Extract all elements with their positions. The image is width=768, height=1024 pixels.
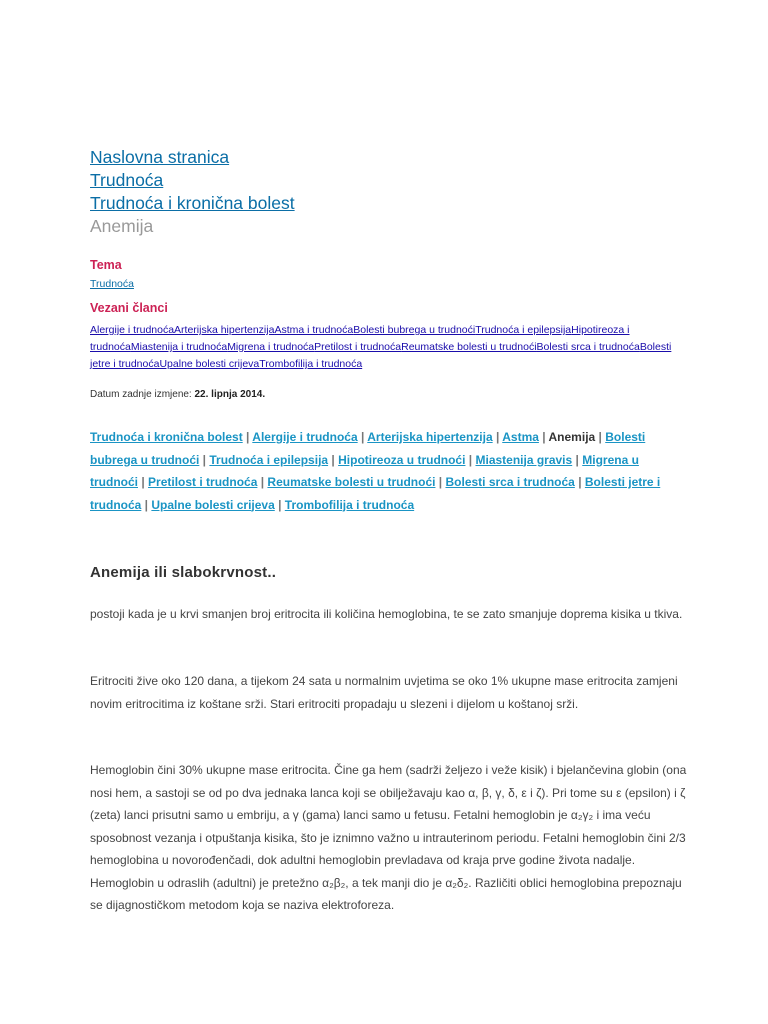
related-link[interactable]: Hipotireoza i trudnoća — [90, 324, 630, 353]
nav-separator: | — [357, 430, 368, 444]
nav-separator: | — [257, 475, 268, 489]
article-paragraph: postoji kada je u krvi smanjen broj eritrocita ili količina hemoglobina, te se zato smanjuje doprema kisika u tkiva. — [90, 607, 683, 621]
breadcrumb-link-chronic-disease[interactable]: Trudnoća i kronična bolest — [90, 193, 295, 213]
nav-link[interactable]: Upalne bolesti crijeva — [151, 497, 275, 512]
related-link[interactable]: Astma i trudnoća — [274, 324, 354, 336]
related-link[interactable]: Bolesti srca i trudnoća — [536, 341, 640, 353]
related-label: Vezani članci — [90, 301, 168, 315]
article-paragraph: Eritrociti žive oko 120 dana, a tijekom 24 sata u normalnim uvjetima se oko 1% ukupne mase eritrocita zamjeni novim eritrocitima iz koštane srži. Stari eritrociti propadaju u slezeni i dijelom u koštanoj srži. — [90, 674, 678, 711]
article-paragraph: Hemoglobin čini 30% ukupne mase eritrocita. Čine ga hem (sadrži željezo i veže kisik) i bjelančevina globin (ona nosi hem, a sastoji se od po dva jednaka lanca koji se obilježavaju kao α, β, γ, δ, ε i ζ). Pri tome su ε (epsilon) i ζ (zeta) lanci prisutni samo u embriju, a γ (gama) lanci samo u fetusu. Fetalni hemoglobin je α₂γ₂ i ima veću sposobnost vezanja i otpuštanja kisika, što je iznimno važno u intrauterinom periodu. Fetalni hemoglobin čini 2/3 hemoglobina u novorođenčadi, dok adultni hemoglobin prevladava od kraja prve godine života nadalje. Hemoglobin u odraslih (adultni) je pretežno α₂β₂, a tek manji dio je α₂δ₂. Različiti oblici hemoglobina prepoznaju se dijagnostičkom metodom koja se naziva elektroforeza. — [90, 763, 687, 912]
related-link[interactable]: Alergije i trudnoća — [90, 324, 175, 336]
nav-link[interactable]: Hipotireoza u trudnoći — [338, 452, 466, 467]
breadcrumb-link-home[interactable]: Naslovna stranica — [90, 147, 230, 167]
nav-link[interactable]: Bolesti jetre i trudnoća — [90, 475, 661, 512]
last-modified-date: 22. lipnja 2014. — [194, 389, 266, 400]
breadcrumb-current: Anemija — [90, 216, 154, 236]
nav-link[interactable]: Miastenija gravis — [475, 452, 573, 467]
nav-separator: | — [199, 452, 210, 467]
related-links — [90, 322, 690, 373]
nav-link[interactable]: Arterijska hipertenzija — [367, 430, 493, 444]
nav-link[interactable]: Trudnoća i kronična bolest — [90, 430, 243, 444]
nav-separator: | — [574, 475, 585, 489]
nav-link[interactable]: Trombofilija i trudnoća — [284, 497, 415, 512]
nav-separator: | — [538, 430, 549, 444]
nav-current: Anemija — [548, 430, 596, 444]
related-link[interactable]: Arterijska hipertenzija — [174, 324, 275, 336]
nav-separator: | — [141, 497, 152, 512]
topic-container — [90, 278, 134, 290]
related-link[interactable]: Migrena i trudnoća — [227, 341, 315, 353]
related-link[interactable]: Trombofilija i trudnoća — [259, 358, 363, 370]
related-link[interactable]: Upalne bolesti crijeva — [159, 358, 260, 370]
nav-separator: | — [492, 430, 503, 444]
nav-separator: | — [465, 452, 476, 467]
nav-link[interactable]: Trudnoća i epilepsija — [209, 452, 329, 467]
nav-link[interactable]: Pretilost i trudnoća — [148, 475, 258, 489]
nav-link[interactable]: Bolesti bubrega u trudnoći — [90, 430, 646, 467]
breadcrumb — [90, 146, 690, 238]
topic-link[interactable]: Trudnoća — [90, 278, 134, 290]
related-link[interactable]: Pretilost i trudnoća — [314, 341, 402, 353]
breadcrumb-link-pregnancy[interactable]: Trudnoća — [90, 170, 164, 190]
article-heading: Anemija ili slabokrvnost.. — [90, 564, 277, 581]
last-modified-label: Datum zadnje izmjene: — [90, 389, 192, 400]
related-link[interactable]: Bolesti bubrega u trudnoći — [353, 324, 476, 336]
topic-label: Tema — [90, 258, 122, 272]
last-modified — [90, 389, 265, 400]
nav-separator: | — [435, 475, 446, 489]
nav-separator: | — [138, 475, 149, 489]
related-link[interactable]: Trudnoća i epilepsija — [475, 324, 572, 336]
related-link[interactable]: Bolesti jetre i trudnoća — [90, 341, 672, 370]
related-link[interactable]: Miastenija i trudnoća — [130, 341, 228, 353]
nav-link[interactable]: Astma — [502, 430, 539, 444]
related-link[interactable]: Reumatske bolesti u trudnoći — [401, 341, 537, 353]
nav-separator: | — [242, 430, 253, 444]
nav-separator: | — [572, 452, 583, 467]
article-nav — [90, 426, 690, 516]
nav-link[interactable]: Bolesti srca i trudnoća — [445, 475, 575, 489]
nav-link[interactable]: Alergije i trudnoća — [252, 430, 358, 444]
nav-link[interactable]: Reumatske bolesti u trudnoći — [267, 475, 436, 489]
nav-separator: | — [274, 497, 285, 512]
nav-separator: | — [328, 452, 339, 467]
nav-separator: | — [595, 430, 606, 444]
nav-link[interactable]: Migrena u trudnoći — [90, 452, 639, 489]
